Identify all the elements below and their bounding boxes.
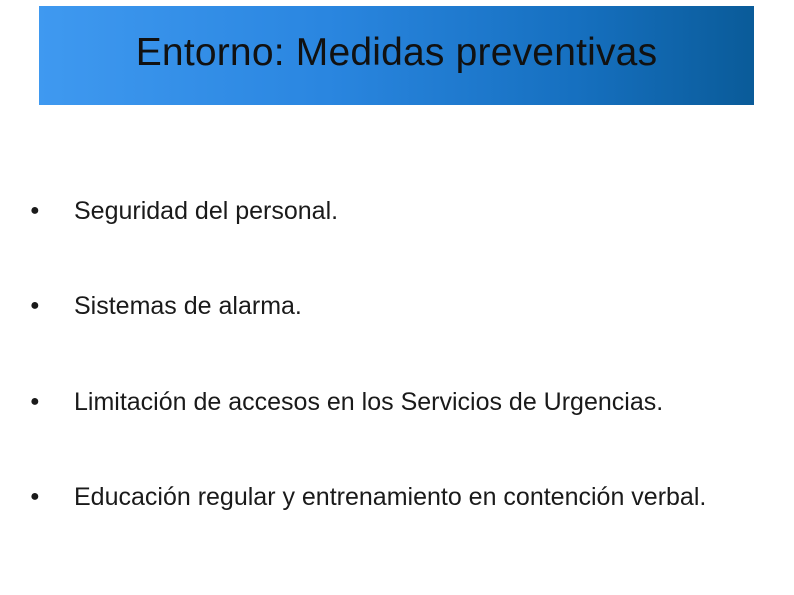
list-item (30, 290, 760, 322)
bullet-dot-icon: ● (30, 488, 40, 505)
list-item (30, 195, 760, 227)
bullet-text: Seguridad del personal. (74, 197, 339, 225)
bullet-text: Limitación de accesos en los Servicios de Urgencias. (74, 388, 664, 416)
bullet-text: Sistemas de alarma. (74, 292, 302, 320)
list-item (30, 386, 760, 418)
bullet-text: Educación regular y entrenamiento en contención verbal. (74, 483, 707, 511)
bullet-dot-icon: ● (30, 202, 40, 219)
slide-title: Entorno: Medidas preventivas (135, 30, 658, 74)
bullet-dot-icon: ● (30, 393, 40, 410)
list-item (30, 481, 760, 513)
bullet-dot-icon: ● (30, 297, 40, 314)
